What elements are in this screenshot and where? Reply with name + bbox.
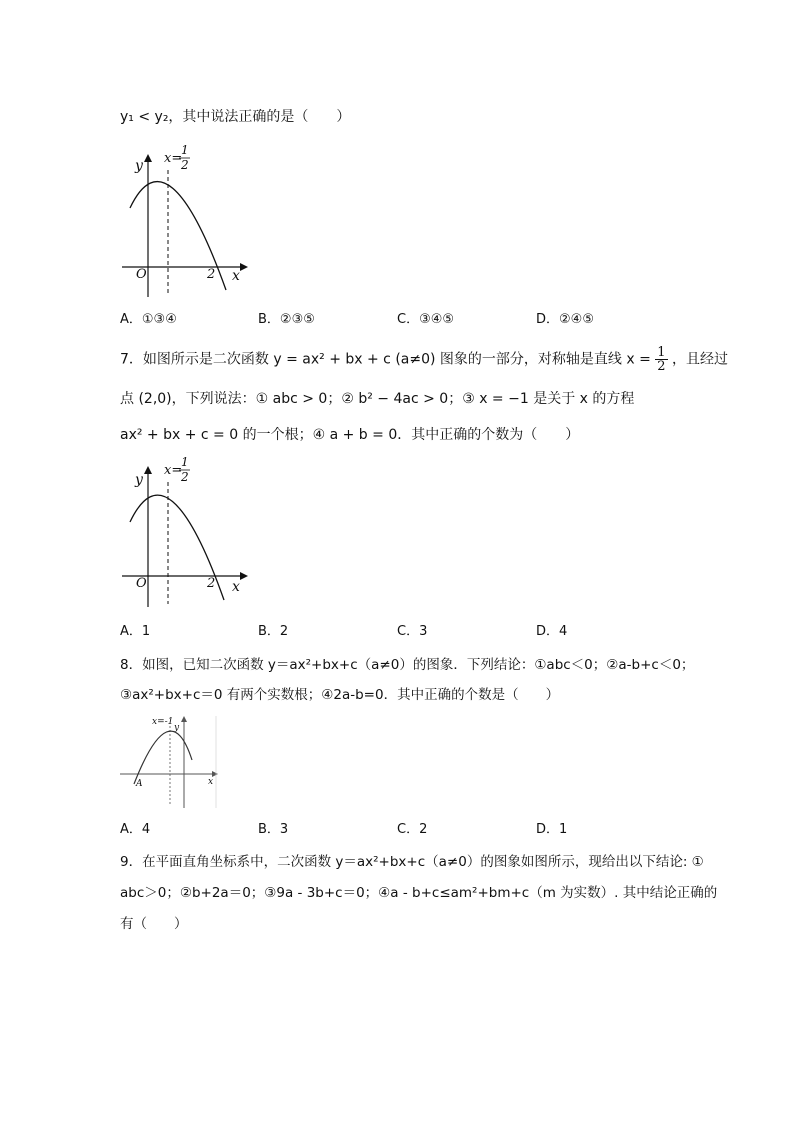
parabola-curve bbox=[134, 731, 192, 784]
sym-den: 2 bbox=[181, 470, 189, 484]
point-a-label: A bbox=[136, 779, 143, 789]
sym-num: 1 bbox=[181, 143, 189, 157]
q6-tail: y₁ < y₂，其中说法正确的是（ ） bbox=[120, 109, 351, 125]
q9-line-2: abc＞0；②b+2a＝0；③9a - 3b+c＝0；④a - b+c≤am²+bm+c（m 为实数）. 其中结论正确的 bbox=[120, 885, 718, 901]
x-label: x bbox=[232, 579, 240, 595]
q8-line-2: ③ax²+bx+c＝0 有两个实数根；④2a-b=0．其中正确的个数是（ ） bbox=[120, 687, 560, 703]
q7-option-d[interactable]: D．4 bbox=[536, 624, 568, 639]
x-label: x bbox=[232, 268, 240, 284]
q6-parabola-graph bbox=[118, 140, 258, 300]
x-label: x bbox=[208, 777, 214, 787]
y-axis-arrow-icon bbox=[144, 466, 152, 474]
q6-option-a[interactable]: A．①③④ bbox=[120, 312, 177, 327]
x-axis-arrow-icon bbox=[240, 572, 248, 580]
sym-num: 1 bbox=[181, 455, 189, 469]
y-label: y bbox=[174, 723, 180, 733]
root-label: 2 bbox=[207, 576, 216, 591]
q7-option-c[interactable]: C．3 bbox=[397, 624, 428, 639]
y-label: y bbox=[135, 158, 143, 174]
origin-label: O bbox=[136, 576, 147, 591]
q8-option-c[interactable]: C．2 bbox=[397, 822, 428, 837]
q7-option-b[interactable]: B．2 bbox=[258, 624, 289, 639]
origin-label: O bbox=[136, 267, 147, 282]
root-label: 2 bbox=[207, 267, 216, 282]
sym-label: x= bbox=[164, 151, 183, 166]
q7-fraction: $\frac{1}{2}$ bbox=[657, 345, 666, 374]
q7-parabola-graph bbox=[118, 452, 258, 612]
q8-option-b[interactable]: B．3 bbox=[258, 822, 289, 837]
q8-line-1: 8．如图，已知二次函数 y＝ax²+bx+c（a≠0）的图象．下列结论：①abc＜0；②a-b+c＜0； bbox=[120, 657, 695, 673]
q7-line-2: 点 (2,0)，下列说法：① abc > 0；② b² − 4ac > 0；③ x = −1 是关于 x 的方程 bbox=[120, 391, 635, 407]
q8-option-a[interactable]: A．4 bbox=[120, 822, 151, 837]
x-axis-arrow-icon bbox=[240, 263, 248, 271]
sym-den: 2 bbox=[181, 158, 189, 172]
q7-option-a[interactable]: A．1 bbox=[120, 624, 151, 639]
q9-line-3: 有（ ） bbox=[120, 916, 188, 932]
q6-option-d[interactable]: D．②④⑤ bbox=[536, 312, 594, 327]
q9-line-1: 9．在平面直角坐标系中，二次函数 y＝ax²+bx+c（a≠0）的图象如图所示，现给出以下结论: ① bbox=[120, 854, 704, 870]
y-label: y bbox=[135, 472, 143, 488]
y-axis-arrow-icon bbox=[181, 716, 187, 722]
q6-option-c[interactable]: C．③④⑤ bbox=[397, 312, 455, 327]
q6-option-b[interactable]: B．②③⑤ bbox=[258, 312, 315, 327]
q8-option-d[interactable]: D．1 bbox=[536, 822, 568, 837]
q7-line-3: ax² + bx + c = 0 的一个根；④ a + b = 0．其中正确的个数为（ ） bbox=[120, 427, 580, 443]
sym-label: x= bbox=[164, 463, 183, 478]
q7-line-1: 7．如图所示是二次函数 y = ax² + bx + c (a≠0) 图象的一部分，对称轴是直线 x = $\frac{1}{2}$ ，且经过 bbox=[120, 345, 729, 374]
sym-label: x=-1 bbox=[152, 717, 174, 727]
q8-parabola-graph bbox=[118, 712, 222, 812]
y-axis-arrow-icon bbox=[144, 154, 152, 162]
